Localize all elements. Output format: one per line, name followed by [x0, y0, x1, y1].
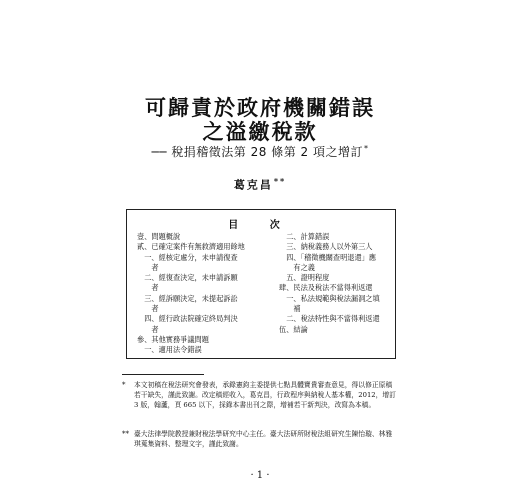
toc-item: 二、經復查決定，未申請訴願	[137, 273, 238, 283]
toc-item: 者	[137, 324, 159, 334]
toc-item: 一、私法規範與稅法漏洞之填	[279, 293, 380, 303]
toc-item: 二、稅法特性與不當得利返還	[279, 314, 380, 324]
subtitle-footnote-mark: *	[363, 144, 369, 153]
toc-right-column	[279, 232, 393, 335]
toc-item: 五、證明程度	[279, 273, 330, 283]
toc-item: 一、適用法令錯誤	[137, 345, 202, 355]
subtitle-text: ── 稅捐稽徵法第 28 條第 2 項之增訂	[151, 145, 363, 159]
toc-heading: 目 次	[228, 220, 294, 231]
toc-item: 伍、結論	[279, 324, 308, 334]
article-title-line-1: 可歸責於政府機關錯誤	[145, 96, 375, 120]
article-subtitle	[0, 143, 520, 160]
toc-item: 補	[279, 304, 301, 314]
footnote-divider	[122, 374, 204, 375]
footnote-2	[122, 430, 398, 450]
author-footnote-mark: **	[273, 176, 287, 186]
footnote-text: 臺大法律學院教授兼財稅法學研究中心主任。臺大法研所財稅法組研究生陳怡璇、林雅琪蒐集資料、整理文字，謹此致謝。	[134, 430, 393, 448]
footnote-mark: *	[122, 381, 126, 389]
toc-item: 者	[137, 262, 159, 272]
toc-item: 壹、問題概說	[137, 232, 181, 241]
toc-item: 者	[137, 304, 159, 314]
author-name: 葛克昌	[233, 178, 273, 192]
toc-item: 有之義	[279, 262, 315, 272]
author-line	[0, 176, 520, 193]
toc-item: 肆、民法及稅法不當得利返還	[279, 283, 373, 293]
footnote-mark: **	[122, 430, 129, 438]
page-number: · 1 ·	[250, 470, 270, 481]
toc-item: 一、經核定處分，未申請復查	[137, 252, 238, 262]
toc-item: 四、經行政法院確定終局判決	[137, 314, 238, 324]
toc-item: 貳、已確定案件有無救濟適用餘地	[137, 242, 245, 252]
toc-item: 三、經訴願決定，未提起訴訟	[137, 293, 238, 303]
toc-item: 二、計算錯誤	[279, 232, 330, 241]
article-title-line-2: 之溢繳稅款	[202, 120, 318, 144]
footnote-text: 本文初稿在稅法研究會發表，承錄憲鈞主委提供七點具體寶貴審查意見，得以修正原稿若干缺失，謹此致謝。改定稿經收入，葛克昌，行政程序與納稅人基本權，2012，增訂 3 版，翰蘆，頁 665 以下，採錄本書出刊之際，增補若干新判決，改寫為本稿。	[134, 381, 396, 409]
toc-item: 四、「稽徵機關查明退還」應	[279, 252, 377, 262]
toc-item: 參、其他實務爭議問題	[137, 334, 209, 344]
toc-item: 三、納稅義務人以外第三人	[279, 242, 373, 252]
toc-left-column	[137, 232, 269, 356]
toc-item: 者	[137, 283, 159, 293]
table-of-contents	[126, 209, 396, 359]
footnote-1	[122, 381, 398, 410]
